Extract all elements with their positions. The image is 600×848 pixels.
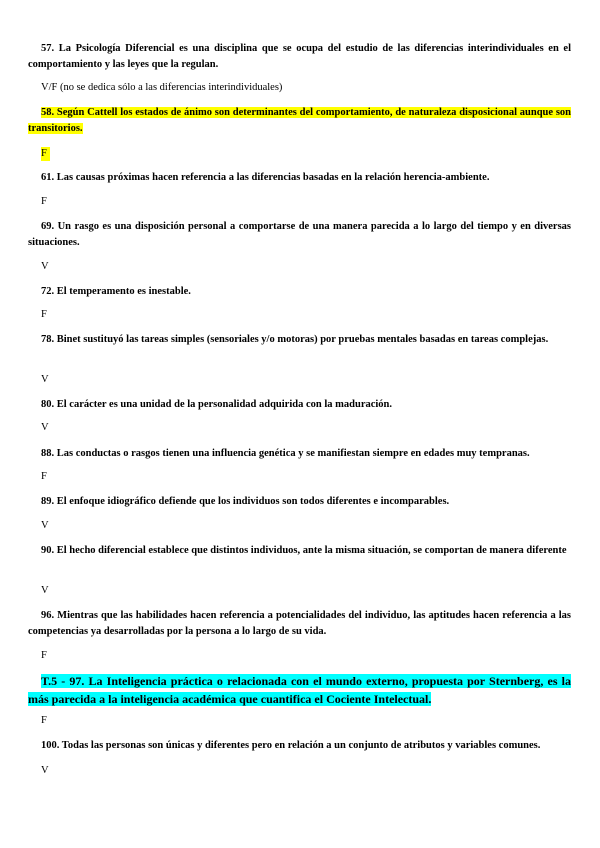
highlight-question-97: T.5 - 97. La Inteligencia práctica o relacionada con el mundo externo, propuesta por Sternberg, es la más parecida a la inteligencia académica que cuantifica el Cociente Intelectual. [28, 674, 571, 706]
question-88: 88. Las conductas o rasgos tienen una influencia genética y se manifiestan siempre en edades muy tempranas. [41, 448, 530, 459]
question-97 [28, 672, 571, 708]
answer-90: V [41, 585, 49, 596]
answer-61: F [41, 196, 47, 207]
question-61: 61. Las causas próximas hacen referencia a las diferencias basadas en la relación herencia-ambiente. [41, 172, 490, 183]
answer-97: F [41, 715, 47, 726]
question-72: 72. El temperamento es inestable. [41, 286, 191, 297]
answer-69: V [41, 261, 49, 272]
answer-80: V [41, 422, 49, 433]
answer-note-57: V/F (no se dedica sólo a las diferencias interindividuales) [41, 82, 283, 93]
question-57: 57. La Psicología Diferencial es una disciplina que se ocupa del estudio de las diferencias interindividuales en el comportamiento y las leyes que la regulan. [28, 43, 571, 70]
question-58 [28, 105, 571, 137]
answer-58: F [41, 147, 50, 161]
question-89: 89. El enfoque idiográfico defiende que los individuos son todos diferentes e incomparables. [41, 496, 450, 507]
answer-96: F [41, 650, 47, 661]
highlight-question-58: 58. Según Cattell los estados de ánimo son determinantes del comportamiento, de naturaleza disposicional aunque son transitorios. [28, 107, 571, 134]
answer-88: F [41, 471, 47, 482]
question-80: 80. El carácter es una unidad de la personalidad adquirida con la maduración. [41, 399, 393, 410]
question-96: 96. Mientras que las habilidades hacen referencia a potencialidades del individuo, las aptitudes hacen referencia a las competencias ya desarrolladas por la persona a lo largo de su vida. [28, 610, 571, 637]
answer-100: V [41, 765, 49, 776]
question-69: 69. Un rasgo es una disposición personal a comportarse de una manera parecida a lo largo del tiempo y en diversas situaciones. [28, 221, 571, 248]
answer-89: V [41, 520, 49, 531]
question-100: 100. Todas las personas son únicas y diferentes pero en relación a un conjunto de atributos y variables comunes. [41, 740, 541, 751]
answer-78: V [41, 374, 49, 385]
question-90: 90. El hecho diferencial establece que distintos individuos, ante la misma situación, se comportan de manera diferente [41, 545, 567, 556]
question-78: 78. Binet sustituyó las tareas simples (sensoriales y/o motoras) por pruebas mentales basadas en tareas complejas. [41, 334, 549, 345]
answer-72: F [41, 309, 47, 320]
